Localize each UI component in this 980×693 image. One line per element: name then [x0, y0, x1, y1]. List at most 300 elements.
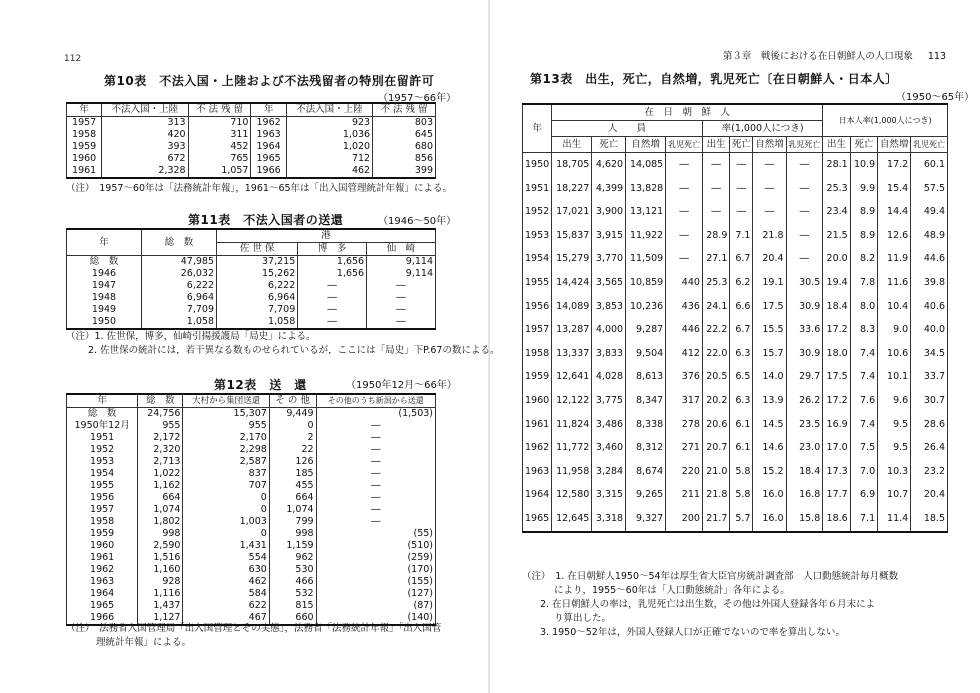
table-row — [523, 483, 948, 507]
t13-koreans-header: 在 日 朝 鮮 人 — [552, 104, 823, 121]
table-cell: 955 — [138, 420, 183, 432]
table-cell: 5.8 — [730, 483, 753, 507]
table-cell: 9.9 — [850, 177, 877, 201]
table-cell: 12,122 — [552, 389, 592, 413]
table-cell: 462 — [286, 165, 372, 178]
table-cell: 22 — [269, 444, 316, 456]
table-row — [523, 342, 948, 366]
table-cell: 6,964 — [142, 292, 217, 304]
table-cell: 7,709 — [142, 304, 217, 316]
table-cell: 923 — [286, 117, 372, 130]
table11-note-1: （注）1. 佐世保，博多，仙崎引揚援護局「局史」による。 — [66, 331, 316, 342]
column-header: 不法入国・上陸 — [286, 103, 372, 117]
table-cell: ― — [786, 153, 823, 177]
table-cell: 17.5 — [823, 365, 850, 389]
table-row — [67, 588, 436, 600]
table-cell: 3,315 — [592, 483, 626, 507]
table12 — [66, 393, 436, 626]
table-cell: 0 — [183, 492, 269, 504]
table-cell: 11,824 — [552, 413, 592, 437]
table-cell: ― — [730, 200, 753, 224]
table-cell: 2,320 — [138, 444, 183, 456]
table-cell: 446 — [666, 318, 703, 342]
table-cell: 1,162 — [138, 480, 183, 492]
table-cell: 376 — [666, 365, 703, 389]
table-cell: 21.5 — [823, 224, 850, 248]
table-cell: 6,222 — [217, 280, 298, 292]
table-cell: 1960 — [523, 389, 552, 413]
table-cell: 24,756 — [138, 408, 183, 421]
table-cell: 9,114 — [367, 268, 436, 280]
table-cell: 25.3 — [823, 177, 850, 201]
table-row — [67, 456, 436, 468]
table-cell: 23.5 — [786, 413, 823, 437]
table-cell: 1,516 — [138, 552, 183, 564]
table-cell: 3,460 — [592, 436, 626, 460]
column-header: 不 法 残 留 — [373, 103, 436, 117]
table-cell: 1952 — [67, 444, 138, 456]
table-cell: ― — [786, 177, 823, 201]
table-cell: 33.7 — [911, 365, 948, 389]
table-cell: 6.9 — [850, 483, 877, 507]
table-cell: 14.4 — [878, 200, 911, 224]
table-cell: 3,565 — [592, 271, 626, 295]
table-cell: 837 — [183, 468, 269, 480]
table-cell: 4,028 — [592, 365, 626, 389]
table-cell: 11,958 — [552, 460, 592, 484]
table-cell: ― — [298, 292, 367, 304]
table-cell: 630 — [183, 564, 269, 576]
table-cell: 44.6 — [911, 247, 948, 271]
table-cell: 8,347 — [626, 389, 666, 413]
table-row — [67, 129, 436, 141]
table-cell: 9,265 — [626, 483, 666, 507]
table-cell: 17,021 — [552, 200, 592, 224]
t11-year-header: 年 — [67, 229, 142, 256]
table-cell: 317 — [666, 389, 703, 413]
table-row — [67, 256, 436, 269]
table-cell: ― — [367, 292, 436, 304]
table-cell: 8,338 — [626, 413, 666, 437]
table-cell: 660 — [269, 612, 316, 625]
table-cell: 1,036 — [286, 129, 372, 141]
column-header: 不法入国・上陸 — [102, 103, 188, 117]
table-cell: 14.0 — [753, 365, 786, 389]
table-cell: 18.5 — [911, 507, 948, 532]
table-cell: 3,833 — [592, 342, 626, 366]
column-header: 年 — [67, 103, 102, 117]
table-cell: 1962 — [251, 117, 286, 130]
table-cell: 765 — [188, 153, 251, 165]
column-header: 総 数 — [138, 394, 183, 408]
table-row — [523, 271, 948, 295]
table-cell: 12,580 — [552, 483, 592, 507]
table13-title: 第13表 出生，死亡，自然増，乳児死亡〔在日朝鮮人・日本人〕 — [530, 72, 898, 86]
table-cell: 48.9 — [911, 224, 948, 248]
table-cell: 7.8 — [850, 271, 877, 295]
table-cell: 27.1 — [702, 247, 729, 271]
table-cell: 803 — [373, 117, 436, 130]
table-cell: 6.3 — [730, 342, 753, 366]
table-row — [523, 507, 948, 532]
table-cell: 9,327 — [626, 507, 666, 532]
table-cell: 8,674 — [626, 460, 666, 484]
table-cell: 15,837 — [552, 224, 592, 248]
table-cell: 2,298 — [183, 444, 269, 456]
t11-hakata-header: 博 多 — [298, 243, 367, 256]
table-cell: 20.2 — [702, 389, 729, 413]
table11 — [66, 228, 436, 330]
table-cell: 11.9 — [878, 247, 911, 271]
table-row — [67, 153, 436, 165]
table-cell: 30.9 — [786, 295, 823, 319]
table-cell: 6.1 — [730, 413, 753, 437]
table-cell: 710 — [188, 117, 251, 130]
table-row — [67, 280, 436, 292]
table11-title: 第11表 不法入国者の送還 — [188, 213, 344, 227]
table-cell: 13,121 — [626, 200, 666, 224]
table-row — [67, 492, 436, 504]
table-cell: 20.6 — [702, 413, 729, 437]
table10 — [66, 102, 436, 179]
table-cell: 1,159 — [269, 540, 316, 552]
table-cell: 1958 — [523, 342, 552, 366]
table-cell: 0 — [269, 420, 316, 432]
t13-death-header: 死亡 — [592, 137, 626, 153]
table-cell: 1956 — [523, 295, 552, 319]
table-cell: 26.4 — [911, 436, 948, 460]
table-cell: 8,312 — [626, 436, 666, 460]
table-cell: 9,114 — [367, 256, 436, 269]
table-cell: 40.6 — [911, 295, 948, 319]
table-cell: 49.4 — [911, 200, 948, 224]
table-cell: 14,089 — [552, 295, 592, 319]
table-cell: ― — [367, 304, 436, 316]
table-cell: 8.9 — [850, 200, 877, 224]
table-row — [67, 432, 436, 444]
table-cell: ― — [367, 316, 436, 329]
table-cell: 1,074 — [269, 504, 316, 516]
table-cell: 10.6 — [878, 342, 911, 366]
table-cell: 532 — [269, 588, 316, 600]
table-cell: 1965 — [67, 600, 138, 612]
table-cell: 8.3 — [850, 318, 877, 342]
t13-birth-header: 出生 — [552, 137, 592, 153]
table-row — [523, 177, 948, 201]
table-cell: 16.9 — [823, 413, 850, 437]
table-cell: 1951 — [523, 177, 552, 201]
table-cell: 8.2 — [850, 247, 877, 271]
table-cell: 1,127 — [138, 612, 183, 625]
table-cell: 1961 — [67, 552, 138, 564]
table-cell: 10,859 — [626, 271, 666, 295]
table-cell: 3,770 — [592, 247, 626, 271]
table-cell: 645 — [373, 129, 436, 141]
table-cell: (1,503) — [316, 408, 435, 421]
t13-death-header: 死亡 — [850, 137, 877, 153]
table-cell: 1953 — [67, 456, 138, 468]
table-cell: 1960 — [67, 540, 138, 552]
table-cell: 1961 — [67, 165, 102, 178]
table-cell: 1964 — [523, 483, 552, 507]
table-cell: 18,227 — [552, 177, 592, 201]
table-cell: 4,000 — [592, 318, 626, 342]
table-cell: 664 — [269, 492, 316, 504]
t11-senzaki-header: 仙 崎 — [367, 243, 436, 256]
table-cell: ― — [753, 200, 786, 224]
table-cell: ― — [702, 153, 729, 177]
column-header: 年 — [251, 103, 286, 117]
table-cell: 1957 — [523, 318, 552, 342]
table-cell: 211 — [666, 483, 703, 507]
table-cell: 60.1 — [911, 153, 948, 177]
table12-period: （1950年12月～66年） — [346, 380, 457, 391]
running-head — [723, 48, 946, 62]
table-cell: 10,236 — [626, 295, 666, 319]
table-cell: ― — [702, 177, 729, 201]
table-cell: 1965 — [251, 153, 286, 165]
table-cell: 17.2 — [823, 318, 850, 342]
table-cell: 7.0 — [850, 460, 877, 484]
column-header: 大村から集団送還 — [183, 394, 269, 408]
table-cell: 1950年12月 — [67, 420, 138, 432]
table-cell: 3,900 — [592, 200, 626, 224]
table-cell: 1954 — [67, 468, 138, 480]
table-cell: 18.4 — [823, 295, 850, 319]
table-cell: 20.4 — [753, 247, 786, 271]
table-cell: 680 — [373, 141, 436, 153]
table-cell: 21.8 — [753, 224, 786, 248]
table-cell: 2 — [269, 432, 316, 444]
table-cell: 23.4 — [823, 200, 850, 224]
table-cell: ― — [730, 177, 753, 201]
table-cell: ― — [666, 177, 703, 201]
table13-note-3: 3. 1950～52年は，外国人登録人口が正確でないので率を算出しない。 — [540, 627, 845, 638]
table-row — [67, 528, 436, 540]
table-cell: 17.2 — [878, 153, 911, 177]
t13-death-header: 死亡 — [730, 137, 753, 153]
table-cell: 1,656 — [298, 256, 367, 269]
table-cell: ― — [316, 420, 435, 432]
table-row — [523, 295, 948, 319]
table-cell: 1950 — [523, 153, 552, 177]
table-cell: 20.4 — [911, 483, 948, 507]
table-cell: 1962 — [67, 564, 138, 576]
table-cell: 393 — [102, 141, 188, 153]
table-cell: ― — [298, 316, 367, 329]
table-cell: (127) — [316, 588, 435, 600]
table-cell: 15.4 — [878, 177, 911, 201]
table-cell: 1,058 — [217, 316, 298, 329]
table-cell: 13,828 — [626, 177, 666, 201]
table-cell: (87) — [316, 600, 435, 612]
table-cell: 9,287 — [626, 318, 666, 342]
table-cell: 5.8 — [730, 460, 753, 484]
table-row — [67, 564, 436, 576]
table-cell: ― — [316, 480, 435, 492]
table-row — [67, 141, 436, 153]
table-cell: 19.1 — [753, 271, 786, 295]
table13-note-1b: により，1955～60年は「人口動態統計」各年による。 — [554, 585, 790, 596]
table-cell: ― — [316, 444, 435, 456]
table-row — [67, 316, 436, 329]
table-cell: 7.1 — [850, 507, 877, 532]
table-cell: 28.1 — [823, 153, 850, 177]
table-row — [523, 200, 948, 224]
table-cell: 1948 — [67, 292, 142, 304]
table-cell: 584 — [183, 588, 269, 600]
table-cell: ― — [786, 247, 823, 271]
table-cell: 6.7 — [730, 247, 753, 271]
table-cell: 5.7 — [730, 507, 753, 532]
table-cell: 466 — [269, 576, 316, 588]
table-cell: 17.7 — [823, 483, 850, 507]
table-cell: ― — [666, 224, 703, 248]
table-cell: 18.0 — [823, 342, 850, 366]
table-cell: 7.4 — [850, 365, 877, 389]
table-cell: 672 — [102, 153, 188, 165]
table-cell: 22.0 — [702, 342, 729, 366]
table-cell: 20.0 — [823, 247, 850, 271]
table-cell: 37,215 — [217, 256, 298, 269]
table-cell: 21.8 — [702, 483, 729, 507]
table-cell: 1959 — [523, 365, 552, 389]
table-cell: 29.7 — [786, 365, 823, 389]
table-cell: 200 — [666, 507, 703, 532]
table-cell: 3,853 — [592, 295, 626, 319]
table-cell: 3,775 — [592, 389, 626, 413]
table10-title: 第10表 不法入国・上陸および不法残留者の特別在留許可 — [104, 74, 435, 88]
table-cell: 16.0 — [753, 483, 786, 507]
table-cell: 47,985 — [142, 256, 217, 269]
table-cell: 1,431 — [183, 540, 269, 552]
table-cell: 17.2 — [823, 389, 850, 413]
table-cell: (259) — [316, 552, 435, 564]
table-cell: 22.2 — [702, 318, 729, 342]
table-cell: 23.2 — [911, 460, 948, 484]
table-cell: 9,449 — [269, 408, 316, 421]
t13-natural-header: 自然増 — [626, 137, 666, 153]
table-cell: 998 — [138, 528, 183, 540]
table-cell: ― — [316, 504, 435, 516]
table-cell: 6.3 — [730, 389, 753, 413]
table-cell: 185 — [269, 468, 316, 480]
table-cell: 7.4 — [850, 342, 877, 366]
table11-period: （1946～50年） — [378, 216, 457, 227]
column-header: 不 法 残 留 — [188, 103, 251, 117]
table-cell: 19.4 — [823, 271, 850, 295]
table-cell: 33.6 — [786, 318, 823, 342]
table-cell: 15.8 — [786, 507, 823, 532]
table-cell: 7.5 — [850, 436, 877, 460]
table-cell: ― — [316, 468, 435, 480]
table10-period: （1957～66年） — [378, 93, 457, 104]
table-cell: 13,287 — [552, 318, 592, 342]
table-cell: 1,802 — [138, 516, 183, 528]
table-cell: 452 — [188, 141, 251, 153]
table12-note-2: 理統計年報」による。 — [96, 637, 192, 648]
table-cell: 220 — [666, 460, 703, 484]
page-number: 112 — [64, 54, 82, 64]
table-cell: 10.7 — [878, 483, 911, 507]
table-cell: 1952 — [523, 200, 552, 224]
table-row — [523, 318, 948, 342]
table-cell: ― — [298, 304, 367, 316]
column-header: 年 — [67, 394, 138, 408]
table-row — [67, 444, 436, 456]
table-cell: 11,509 — [626, 247, 666, 271]
table-cell: 18.4 — [786, 460, 823, 484]
table-cell: 1955 — [67, 480, 138, 492]
table-cell: 10.4 — [878, 295, 911, 319]
table-cell: 420 — [102, 129, 188, 141]
table-cell: 39.8 — [911, 271, 948, 295]
table-cell: ― — [316, 456, 435, 468]
table-cell: 1959 — [67, 528, 138, 540]
table-cell: ― — [298, 280, 367, 292]
table-cell: 6.7 — [730, 318, 753, 342]
table-cell: 3,915 — [592, 224, 626, 248]
t11-sasebo-header: 佐 世 保 — [217, 243, 298, 256]
table-cell: 10.3 — [878, 460, 911, 484]
t13-infant-header: 乳児死亡 — [666, 137, 703, 153]
table-cell: ― — [316, 516, 435, 528]
table-cell: 2,587 — [183, 456, 269, 468]
table-cell: 955 — [183, 420, 269, 432]
table-cell: 23.0 — [786, 436, 823, 460]
table-cell: 1,437 — [138, 600, 183, 612]
table-cell: 313 — [102, 117, 188, 130]
table-cell: 16.0 — [753, 507, 786, 532]
table-cell: 815 — [269, 600, 316, 612]
right-page — [490, 0, 980, 693]
table-cell: 26,032 — [142, 268, 217, 280]
table-row — [523, 413, 948, 437]
table-cell: 9.5 — [878, 413, 911, 437]
table-row — [523, 224, 948, 248]
table-cell: 12.6 — [878, 224, 911, 248]
table-cell: 11,772 — [552, 436, 592, 460]
table-cell: 799 — [269, 516, 316, 528]
table-cell: 30.9 — [786, 342, 823, 366]
table-cell: 総 数 — [67, 256, 142, 269]
table-cell: 18.6 — [823, 507, 850, 532]
table-cell: ― — [786, 224, 823, 248]
table-cell: 1966 — [251, 165, 286, 178]
table-row — [523, 436, 948, 460]
table-cell: 15,307 — [183, 408, 269, 421]
table-cell: 14,424 — [552, 271, 592, 295]
table-cell: 126 — [269, 456, 316, 468]
table-cell: 34.5 — [911, 342, 948, 366]
table-cell: 9.6 — [878, 389, 911, 413]
table-cell: 1964 — [251, 141, 286, 153]
table-row — [67, 468, 436, 480]
table-cell: 9.5 — [878, 436, 911, 460]
table-cell: 1957 — [67, 504, 138, 516]
table-row — [523, 247, 948, 271]
table-cell: 278 — [666, 413, 703, 437]
table-cell: 271 — [666, 436, 703, 460]
t13-year-header: 年 — [523, 104, 552, 153]
t13-persons-header: 人 員 — [552, 121, 703, 137]
table-row — [67, 600, 436, 612]
t13-infant-header: 乳児死亡 — [911, 137, 948, 153]
t11-port-header: 港 — [217, 229, 436, 243]
table-cell: 24.1 — [702, 295, 729, 319]
table-cell: 57.5 — [911, 177, 948, 201]
table-cell: ― — [316, 492, 435, 504]
